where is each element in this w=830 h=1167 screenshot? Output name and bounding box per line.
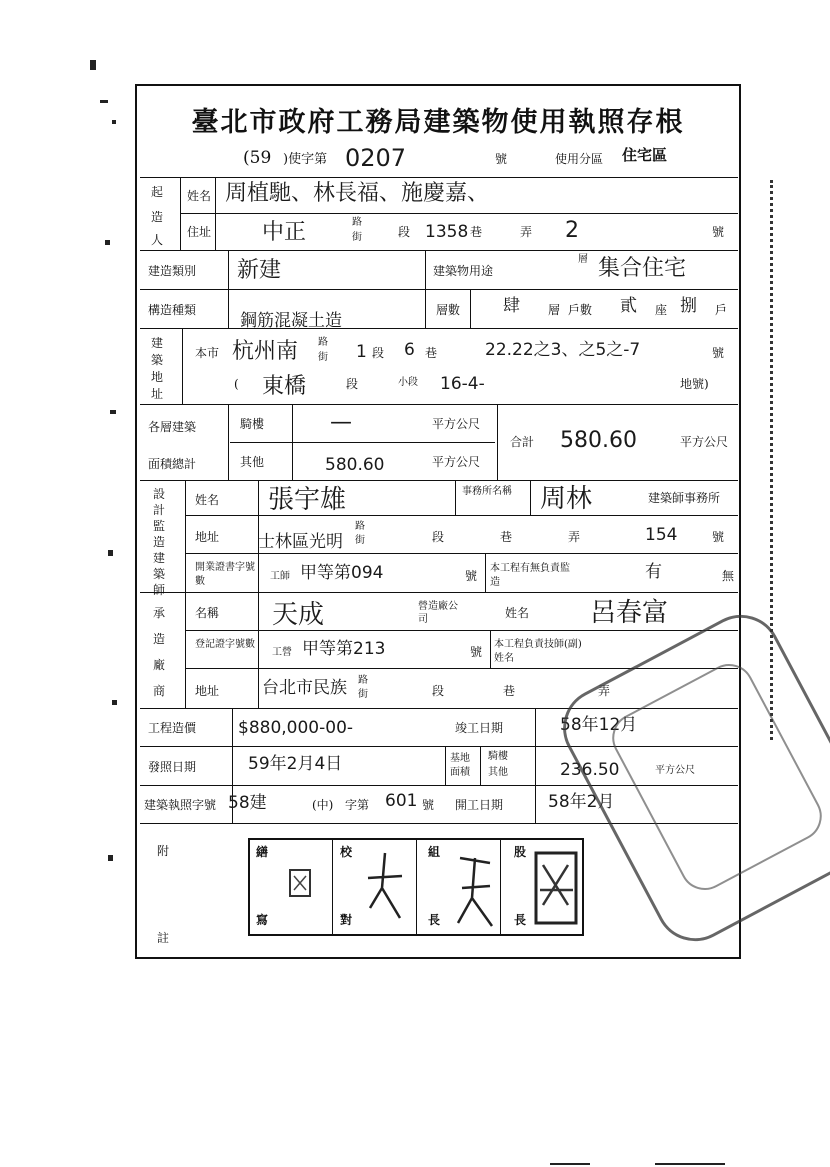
scan-speck [108, 855, 113, 861]
designer-label-1: 設 [152, 487, 165, 501]
arcade-unit: 平方公尺 [432, 417, 481, 431]
applicant-label-2: 造 [150, 210, 163, 224]
designer-duan: 段 [432, 530, 445, 544]
stamp-label-4: 對 [340, 913, 353, 927]
rule [140, 592, 738, 593]
arcade-value: — [330, 410, 352, 435]
contractor-address-value: 台北市民族 [262, 678, 347, 698]
notes-label-top: 附 [157, 844, 170, 858]
floors-ceng: 層 [548, 303, 561, 317]
contractor-address-label: 地址 [195, 684, 220, 698]
build-use-floor: 層 [578, 254, 588, 265]
site-area-value: 236.50 [560, 760, 620, 780]
total-area-value: 580.60 [560, 428, 637, 453]
site-other-label: 其他 [488, 767, 508, 778]
designer-xiang: 巷 [500, 530, 513, 544]
applicant-road-suffix: 路 [352, 217, 362, 228]
designer-label-4: 造 [152, 535, 165, 549]
units-value: 貳 [620, 296, 637, 316]
rule [470, 289, 471, 328]
contractor-xiang: 巷 [503, 684, 516, 698]
supervisor-suffix: 無 [722, 569, 735, 583]
applicant-nong: 弄 [520, 225, 533, 239]
permit-ref-zi-di: 字第 [345, 798, 370, 812]
rule [258, 480, 259, 708]
rule [480, 746, 481, 785]
contractor-reg-hao: 號 [470, 645, 483, 659]
permit-year: (59 [243, 148, 272, 168]
designer-address-label: 地址 [195, 530, 220, 544]
designer-label-6: 築 [152, 567, 165, 581]
designer-label-5: 建 [152, 551, 165, 565]
hu-value: 捌 [680, 296, 697, 316]
hu-label: 戶 [715, 303, 728, 317]
start-value: 58年2月 [548, 792, 615, 812]
rule [140, 480, 738, 481]
site-road: 杭州南 [232, 339, 299, 364]
site-lot-label: 地號) [680, 377, 709, 391]
site-small-section: 小段 [398, 377, 418, 388]
rule [500, 838, 501, 936]
rule [180, 213, 738, 214]
contractor-label-3: 廠 [152, 658, 165, 672]
applicant-address-road: 中正 [262, 220, 307, 245]
rule [228, 404, 229, 480]
rule [485, 553, 486, 592]
structure-value: 鋼筋混凝土造 [240, 311, 342, 331]
complete-label: 竣工日期 [455, 721, 504, 735]
build-use-value: 集合住宅 [598, 256, 687, 281]
applicant-name-value: 周植馳、林長福、施慶嘉、 [225, 181, 490, 206]
scan-speck [108, 550, 113, 556]
area-label-1: 各層建築 [148, 420, 197, 434]
site-area-label: 基地面積 [450, 753, 470, 778]
scan-speck [105, 240, 110, 245]
stamp-label-5: 組 [428, 845, 441, 859]
site-xiang: 巷 [425, 346, 438, 360]
permit-ref-number: 601 [385, 791, 418, 811]
permit-hao: 號 [495, 152, 508, 166]
rule [332, 838, 333, 936]
rule [180, 177, 181, 250]
contractor-person-label: 姓名 [505, 606, 530, 620]
contractor-name-label: 名稱 [195, 606, 220, 620]
use-zone-label: 使用分區 [555, 152, 604, 166]
contractor-reg-value: 甲等第213 [302, 639, 386, 659]
contractor-name-value: 天成 [272, 600, 325, 630]
signature-mark [528, 845, 588, 940]
rule [215, 177, 216, 250]
site-hao: 號 [712, 346, 725, 360]
designer-label-3: 監 [152, 519, 165, 533]
site-duan: 段 [372, 346, 385, 360]
contractor-label-4: 商 [152, 684, 165, 698]
rule [140, 404, 738, 405]
rule [185, 553, 738, 554]
site-lot: 16-4- [440, 374, 485, 394]
contractor-nong: 弄 [598, 684, 611, 698]
applicant-number: 1358 [425, 222, 469, 242]
designer-address-value: 士林區光明 [258, 532, 343, 552]
notes-label-bottom: 註 [157, 931, 170, 945]
site-area-unit: 平方公尺 [655, 765, 695, 776]
stamp-label-1: 繕 [256, 845, 269, 859]
site-duan-value: 1 [356, 342, 367, 362]
designer-office-suffix: 建築師事務所 [648, 491, 721, 505]
permit-ref-value: 58建 [228, 793, 267, 813]
contractor-reg-label: 登記證字號數 [195, 639, 255, 650]
site-numbers: 22.22之3、之5之-7 [485, 340, 641, 360]
scan-speck [112, 120, 116, 124]
applicant-name-label: 姓名 [187, 189, 212, 203]
site-label-2: 築 [150, 353, 163, 367]
designer-label-2: 計 [152, 503, 165, 517]
rule [230, 442, 495, 443]
contractor-duan: 段 [432, 684, 445, 698]
site-arcade-label: 騎樓 [488, 751, 508, 762]
applicant-duan: 段 [398, 225, 411, 239]
site-label-3: 地 [150, 370, 163, 384]
build-type-value: 新建 [237, 258, 282, 283]
permit-zi-di: )使字第 [283, 152, 328, 167]
site-label-4: 址 [150, 387, 163, 401]
start-label: 開工日期 [455, 798, 504, 812]
designer-hao: 號 [712, 530, 725, 544]
site-open-paren: ( [234, 377, 239, 391]
contractor-person-value: 呂春富 [590, 598, 669, 628]
rule [497, 404, 498, 480]
designer-license-prefix: 工師 [270, 571, 290, 582]
contractor-street-suffix: 街 [358, 689, 368, 700]
designer-license-hao: 號 [465, 569, 478, 583]
contractor-road-suffix: 路 [358, 675, 368, 686]
permit-number: 0207 [345, 144, 407, 172]
applicant-nong-value: 2 [565, 218, 579, 243]
issue-label: 發照日期 [148, 760, 197, 774]
issue-value: 59年2月4日 [248, 754, 343, 774]
stamp-label-6: 長 [428, 913, 441, 927]
rule [182, 328, 183, 404]
designer-number: 154 [645, 525, 678, 545]
designer-office-label: 事務所名稱 [462, 486, 512, 497]
floors-label: 層數 [436, 303, 461, 317]
site-city-label: 本市 [195, 346, 220, 360]
stamp-label-2: 寫 [256, 913, 269, 927]
permit-ref-district: (中) [312, 798, 334, 812]
build-use-label: 建築物用途 [433, 264, 494, 278]
complete-value: 58年12月 [560, 715, 638, 735]
applicant-label-3: 人 [150, 233, 163, 247]
rule [185, 480, 186, 708]
rule [530, 480, 531, 515]
stamp-label-3: 校 [340, 845, 353, 859]
contractor-label-2: 造 [152, 632, 165, 646]
area-label-2: 面積總計 [148, 457, 197, 471]
form-title: 臺北市政府工務局建築物使用執照存根 [191, 107, 685, 138]
units-zuo: 座 [655, 303, 668, 317]
contractor-label-1: 承 [152, 606, 165, 620]
designer-name-value: 張宇雄 [268, 485, 347, 515]
rule [490, 630, 491, 668]
signature-mark [280, 860, 320, 910]
other-area-value: 580.60 [325, 455, 385, 475]
designer-street-suffix: 街 [355, 535, 365, 546]
supervisor-label: 本工程有無負責監造 [490, 563, 570, 588]
site-label-1: 建 [150, 336, 163, 350]
stamp-label-8: 長 [514, 913, 527, 927]
designer-name-label: 姓名 [195, 493, 220, 507]
scan-speck [100, 100, 108, 103]
applicant-hao: 號 [712, 225, 725, 239]
rule [140, 250, 738, 251]
applicant-street-suffix: 街 [352, 232, 362, 243]
build-type-label: 建造類別 [148, 264, 197, 278]
signature-mark [450, 848, 500, 933]
rule [292, 404, 293, 480]
designer-license-label: 開業證書字號數 [195, 562, 255, 587]
signature-mark [360, 848, 410, 928]
other-area-label: 其他 [240, 455, 265, 469]
permit-ref-label: 建築執照字號 [144, 798, 217, 812]
designer-label-7: 師 [152, 583, 165, 597]
applicant-xiang: 巷 [470, 225, 483, 239]
rule [455, 480, 456, 515]
applicant-label-1: 起 [150, 185, 163, 199]
rule [535, 708, 536, 823]
permit-ref-hao: 號 [422, 798, 435, 812]
cost-value: $880,000-00- [238, 718, 354, 738]
rule [185, 630, 738, 631]
rule [445, 746, 446, 785]
units-label: 戶數 [568, 303, 593, 317]
scan-speck [110, 410, 116, 414]
site-road-suffix: 路 [318, 337, 328, 348]
arcade-label: 騎樓 [240, 417, 265, 431]
rule [416, 838, 417, 936]
designer-office-value: 周林 [540, 484, 593, 514]
floors-value: 肆 [503, 296, 520, 316]
other-area-unit: 平方公尺 [432, 455, 481, 469]
rule [140, 177, 738, 178]
site-street-suffix: 街 [318, 352, 328, 363]
rule [185, 515, 738, 516]
contractor-firm-type: 營造廠公司 [418, 601, 458, 625]
use-zone-value: 住宅區 [622, 146, 668, 164]
scan-speck [112, 700, 117, 705]
rule [228, 250, 229, 328]
scan-speck [655, 1163, 725, 1165]
contractor-reg-prefix: 工營 [272, 647, 292, 658]
rule [140, 328, 738, 329]
designer-nong: 弄 [568, 530, 581, 544]
contractor-engineer-label: 本工程負責技師(副)姓名 [494, 639, 582, 664]
scan-speck [550, 1163, 590, 1165]
site-district: 東橋 [262, 374, 307, 399]
site-duan2: 段 [346, 377, 359, 391]
total-area-unit: 平方公尺 [680, 435, 729, 449]
stamp-label-7: 股 [514, 845, 527, 859]
designer-license-value: 甲等第094 [300, 563, 384, 583]
rule [140, 289, 738, 290]
total-area-label: 合計 [510, 435, 535, 449]
structure-label: 構造種類 [148, 303, 197, 317]
site-xiang-value: 6 [404, 340, 415, 360]
supervisor-value: 有 [645, 562, 662, 582]
applicant-address-label: 住址 [187, 225, 212, 239]
designer-road-suffix: 路 [355, 521, 365, 532]
scan-speck [90, 60, 96, 70]
cost-label: 工程造價 [148, 721, 197, 735]
rule [425, 250, 426, 328]
